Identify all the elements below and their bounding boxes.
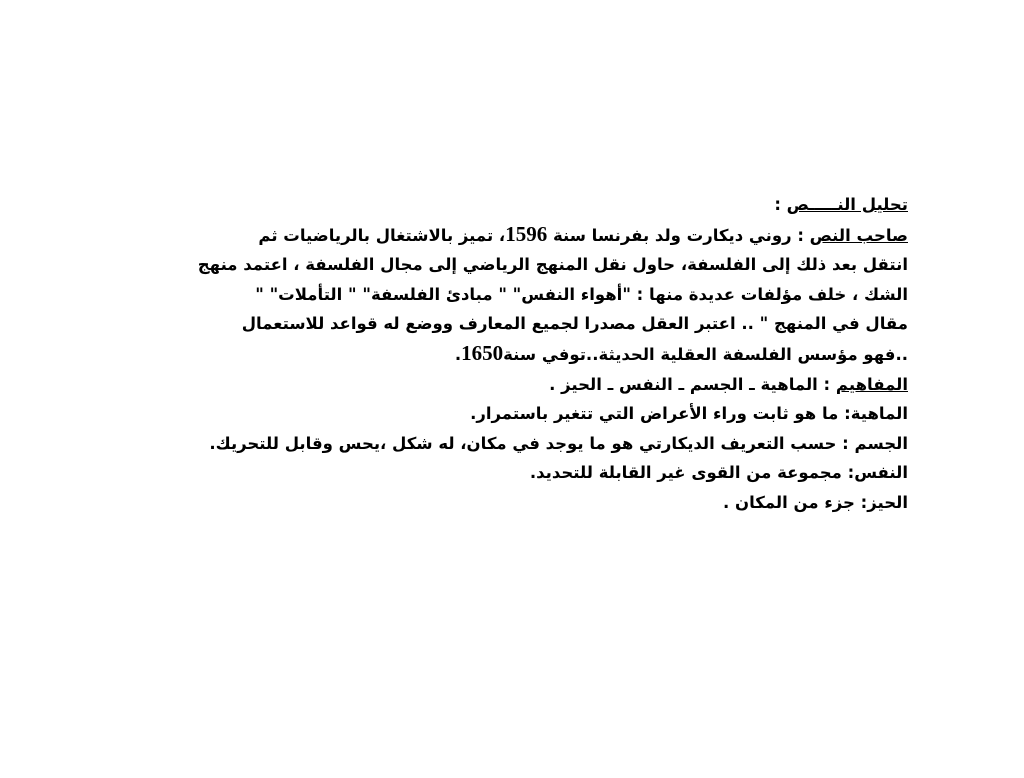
author-text-1a: : روني ديكارت ولد بفرنسا سنة [547,225,810,245]
author-line-3: الشك ، خلف مؤلفات عديدة منها : "أهواء النفس" " مبادئ الفلسفة" " التأملات" " [255,284,908,304]
heading-label: تحليل النـــــص [786,195,908,214]
author-text-5b: . [454,344,462,364]
author-text-1b: ، تميز بالاشتغال بالرياضيات ثم [258,225,506,245]
author-text-5a: ..فهو مؤسس الفلسفة العقلية الحديثة..توفي سنة [503,344,908,364]
heading-line [190,190,908,220]
definition-soul: النفس: مجموعة من القوى غير القابلة للتحديد. [529,463,908,483]
concepts-label: المفاهيم [835,374,908,394]
author-label: صاحب النص [809,225,908,245]
heading-suffix: : [774,195,787,214]
author-line-2: انتقل بعد ذلك إلى الفلسفة، حاول نقل المنهج الرياضي إلى مجال الفلسفة ، اعتمد منهج [197,255,908,275]
author-line-5 [190,339,908,370]
definition-space: الحيز: جزء من المكان . [722,492,908,512]
author-line-1 [190,220,908,251]
definition-essence: الماهية: ما هو ثابت وراء الأعراض التي تتغير باستمرار. [470,404,908,424]
death-year: 1650 [461,340,504,365]
author-line-4: مقال في المنهج " .. اعتبر العقل مصدرا لجميع المعارف ووضع له قواعد للاستعمال [241,314,908,334]
concepts-list: : الماهية ـ الجسم ـ النفس ـ الحيز . [549,374,836,394]
birth-year: 1596 [505,221,548,246]
concepts-line [190,370,908,400]
definition-body: الجسم : حسب التعريف الديكارتي هو ما يوجد في مكان، له شكل ،يحس وقابل للتحريك. [209,433,908,453]
slide-text-block [190,190,908,518]
